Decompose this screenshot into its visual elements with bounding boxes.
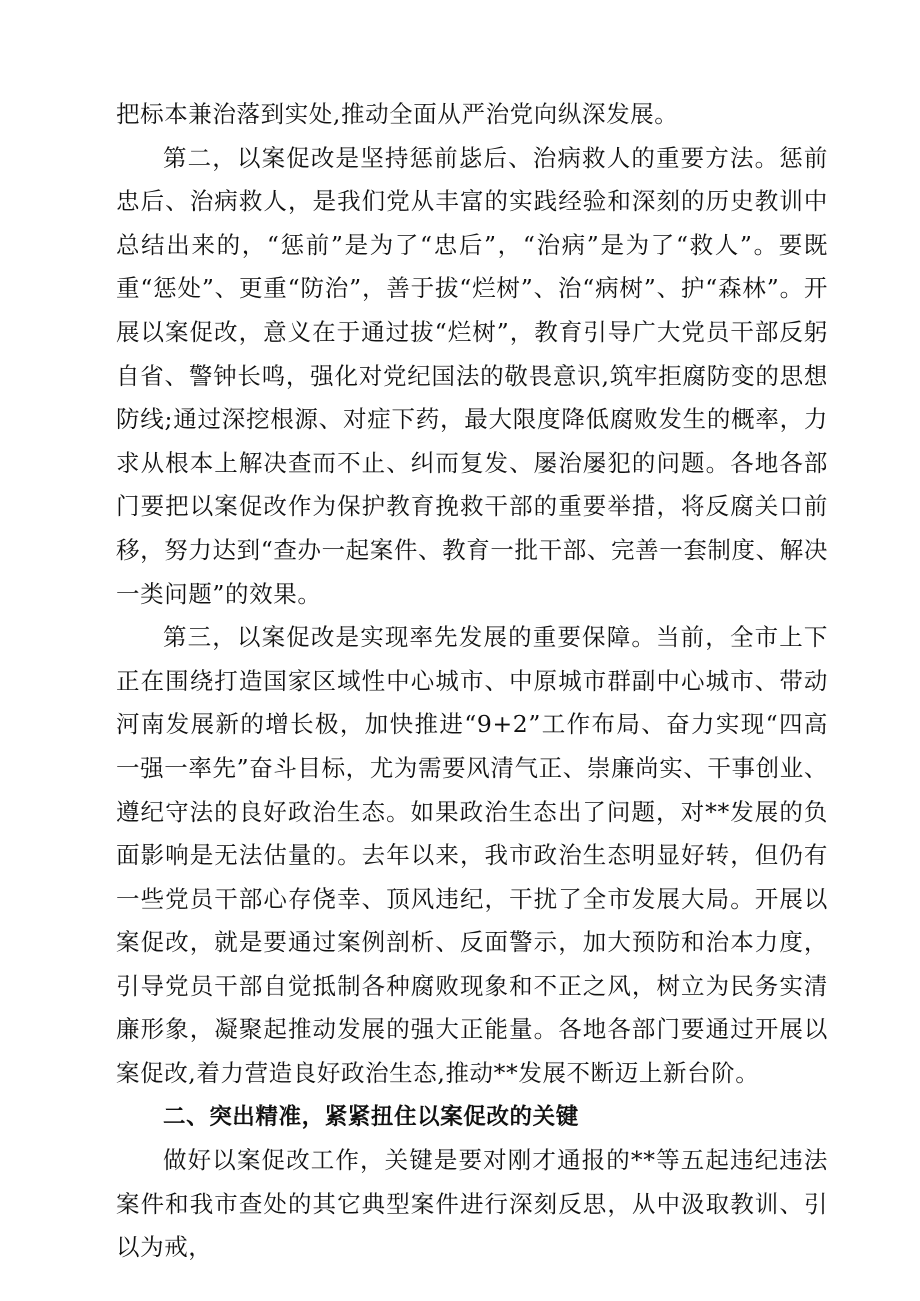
section-heading: 二、突出精准，紧紧扭住以案促改的关键 [163, 1103, 579, 1130]
paragraph-third-point: 第三，以案促改是实现率先发展的重要保障。当前，全市上下正在围绕打造国家区域性中心城市、中原城市群副中心城市、带动河南发展新的增长极，加快推进“9+2”工作布局、奋力实现“四高一强一率先”奋斗目标，尤为需要风清气正、崇廉尚实、干事创业、遵纪守法的良好政治生态。如果政治生态出了问题，对**发展的负面影响是无法估量的。去年以来，我市政治生态明显好转，但仍有一些党员干部心存侥幸、顶风违纪，干扰了全市发展大局。开展以案促改，就是要通过案例剖析、反面警示，加大预防和治本力度，引导党员干部自觉抵制各种腐败现象和不正之风，树立为民务实清廉形象，凝聚起推动发展的强大正能量。各地各部门要通过开展以案促改,着力营造良好政治生态,推动**发展不断迈上新台阶。 [116, 623, 828, 1088]
paragraph-continuation: 把标本兼治落到实处,推动全面从严治党向纵深发展。 [116, 100, 679, 128]
paragraph-second-point: 第二，以案促改是坚持惩前毖后、治病救人的重要方法。惩前忠后、治病救人，是我们党从丰富的实践经验和深刻的历史教训中总结出来的，“惩前”是为了“忠后”，“治病”是为了“救人”。要既重“惩处”、更重“防治”，善于拔“烂树”、治“病树”、护“森林”。开展以案促改，意义在于通过拔“烂树”，教育引导广大党员干部反躬自省、警钟长鸣，强化对党纪国法的敬畏意识,筑牢拒腐防变的思想防线;通过深挖根源、对症下药，最大限度降低腐败发生的概率，力求从根本上解决查而不止、纠而复发、屡治屡犯的问题。各地各部门要把以案促改作为保护教育挽救干部的重要举措，将反腐关口前移，努力达到“查办一起案件、教育一批干部、完善一套制度、解决一类问题”的效果。 [116, 143, 828, 608]
document-body [116, 93, 828, 1270]
paragraph-section-intro: 做好以案促改工作，关键是要对刚才通报的**等五起违纪违法案件和我市查处的其它典型案件进行深刻反思，从中汲取教训、引以为戒， [116, 1146, 828, 1262]
